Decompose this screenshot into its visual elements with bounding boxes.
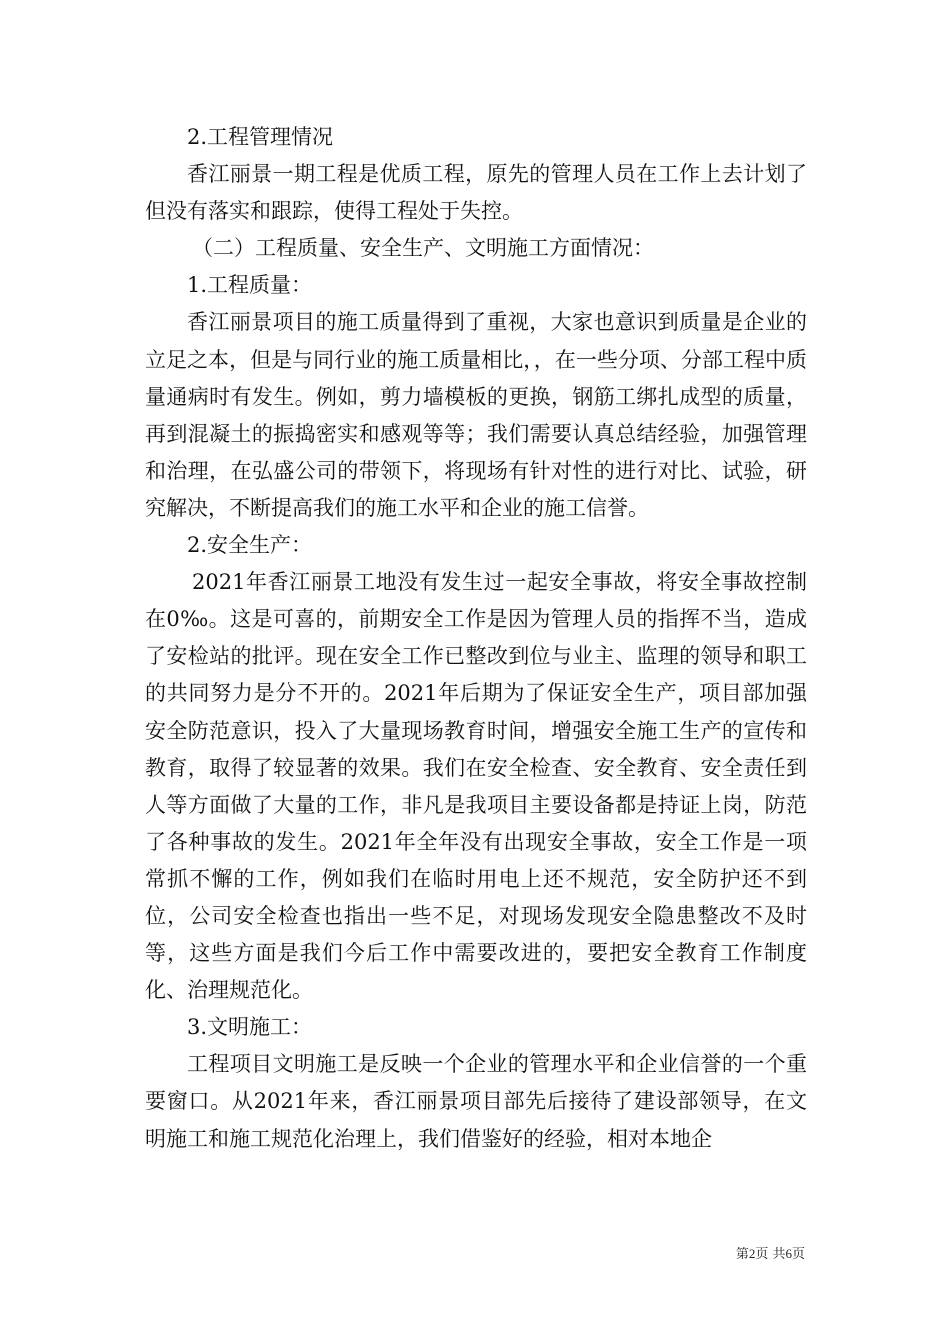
document-body (145, 119, 807, 1158)
heading-civilized-construction: 3.文明施工： (187, 1015, 313, 1040)
footer-total-pages: 6 (785, 1246, 792, 1261)
page-number-footer (736, 1246, 805, 1263)
paragraph-safety-production: 2021年香江丽景工地没有发生过一起安全事故，将安全事故控制在0‰。这是可喜的，前期安全工作是因为管理人员的指挥不当，造成了安检站的批评。现在安全工作已整改到位与业主、监理的领导和职工的共同努力是分不开的。2021年后期为了保证安全生产，项目部加强安全防范意识，投入了大量现场教育时间，增强安全施工生产的宣传和教育，取得了较显著的效果。我们在安全检查、安全教育、安全责任到人等方面做了大量的工作，非凡是我项目主要设备都是持证上岗，防范了各种事故的发生。2021年全年没有出现安全事故，安全工作是一项常抓不懈的工作，例如我们在临时用电上还不规范，安全防护还不到位，公司安全检查也指出一些不足，对现场发现安全隐患整改不及时等，这些方面是我们今后工作中需要改进的，要把安全教育工作制度化、治理规范化。 (145, 570, 807, 1003)
heading-engineering-quality: 1.工程质量： (187, 273, 313, 298)
footer-suffix: 页 (791, 1247, 805, 1262)
footer-prefix: 第 (735, 1247, 749, 1262)
section-heading-quality-safety-civilized: （二）工程质量、安全生产、文明施工方面情况： (192, 236, 654, 261)
footer-middle: 页 共 (755, 1247, 786, 1262)
paragraph-engineering-quality: 香江丽景项目的施工质量得到了重视，大家也意识到质量是企业的立足之本，但是与同行业的施工质量相比，，在一些分项、分部工程中质量通病时有发生。例如，剪力墙模板的更换，钢筋工绑扎成型的质量，再到混凝土的振捣密实和感观等等；我们需要认真总结经验，加强管理和治理，在弘盛公司的带领下，将现场有针对性的进行对比、试验，研究解决，不断提高我们的施工水平和企业的施工信誉。 (145, 310, 807, 520)
paragraph-civilized-construction: 工程项目文明施工是反映一个企业的管理水平和企业信誉的一个重要窗口。从2021年来，香江丽景项目部先后接待了建设部领导，在文明施工和施工规范化治理上，我们借鉴好的经验，相对本地企 (145, 1052, 807, 1151)
heading-engineering-management: 2.工程管理情况 (187, 125, 334, 149)
heading-safety-production: 2.安全生产： (187, 533, 313, 558)
paragraph-engineering-management: 香江丽景一期工程是优质工程，原先的管理人员在工作上去计划了但没有落实和跟踪，使得工程处于失控。 (145, 162, 807, 224)
footer-page-number: 2 (748, 1246, 756, 1261)
